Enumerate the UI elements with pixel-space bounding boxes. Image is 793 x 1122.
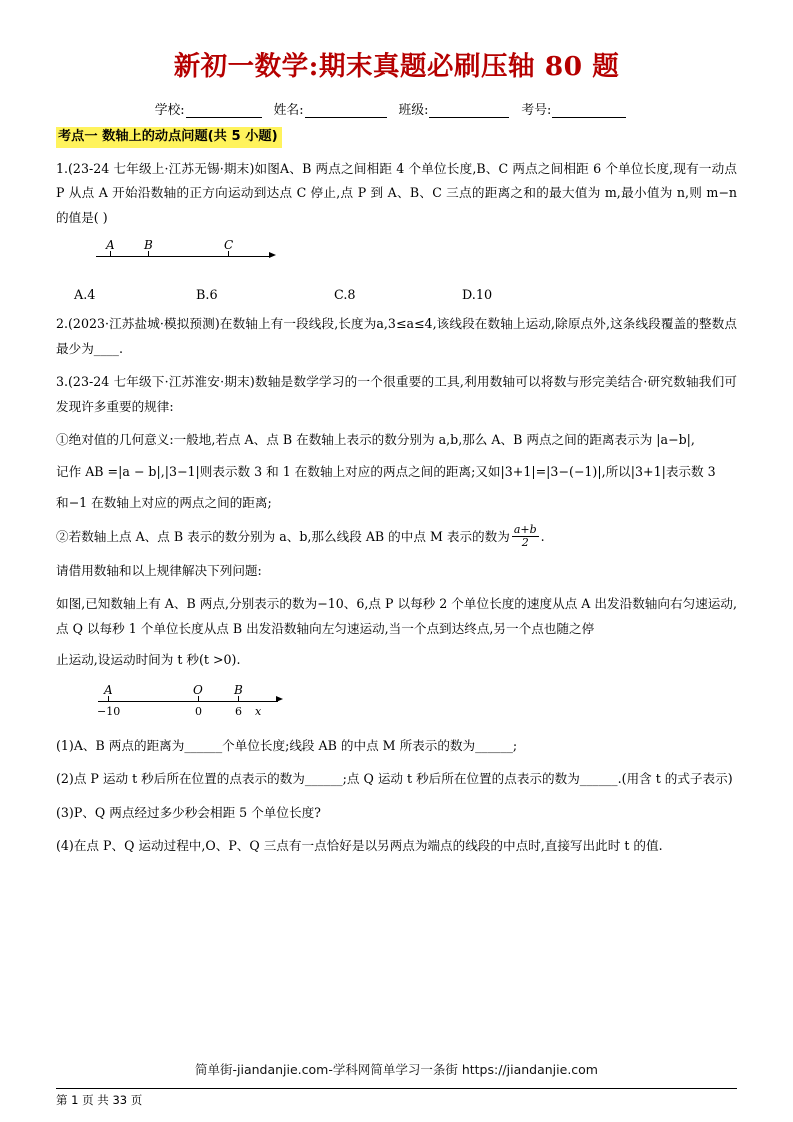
question-3-sub4: (4)在点 P、Q 运动过程中,O、P、Q 三点有一点恰好是以另两点为端点的线段的中点时,直接写出此时 t 的值. — [56, 838, 663, 854]
question-1-text: 1.(23-24 七年级上·江苏无锡·期末)如图A、B 两点之间相距 4 个单位长度,B、C 两点之间相距 6 个单位长度,现有一动点 P 从点 A 开始沿数轴的正方向运动到达点 C 停止,点 P 到 A、B、C 三点的距离之和的最大值为 m,最小值为 n,则 m−n 的值是( ) — [56, 160, 737, 225]
axis-var-x: x — [255, 704, 262, 718]
question-3-body-line2: 止运动,设运动时间为 t 秒(t >0). — [56, 652, 241, 668]
section-heading-wrap — [56, 118, 737, 148]
option-d[interactable]: D.10 — [462, 288, 493, 304]
student-info-line — [56, 99, 737, 118]
option-a[interactable]: A.4 — [74, 288, 96, 304]
label-o-2: O — [193, 682, 203, 697]
school-field: 学校: — [155, 99, 274, 118]
school-blank[interactable] — [186, 104, 262, 118]
option-b[interactable]: B.6 — [196, 288, 218, 304]
section-heading: 考点一 数轴上的动点问题(共 5 小题) — [56, 127, 282, 148]
question-3-rule1-line2: 记作 AB =|a − b|,|3−1|则表示数 3 和 1 在数轴上对应的两点之间的距离;又如|3+1|=|3−(−1)|,所以|3+1|表示数 3 — [56, 463, 716, 479]
label-b: B — [144, 238, 153, 253]
footer-divider — [56, 1088, 737, 1089]
label-c: C — [224, 238, 234, 253]
num-6: 6 — [235, 704, 242, 718]
axis-line — [96, 256, 271, 257]
num-neg10: −10 — [97, 704, 121, 718]
axis-line-2 — [98, 701, 278, 702]
question-3-intro: 3.(23-24 七年级下·江苏淮安·期末)数轴是数学学习的一个很重要的工具,利用数轴可以将数与形完美结合·研究数轴我们可发现许多重要的规律: — [56, 374, 737, 414]
fraction-a-plus-b-over-2: $\frac{a+b}{2}$ — [513, 523, 537, 549]
footer-page-number: 第 1 页 共 33 页 — [56, 1093, 143, 1107]
label-a-2: A — [104, 682, 113, 697]
label-b-2: B — [234, 682, 243, 697]
question-2-text: 2.(2023·江苏盐城·模拟预测)在数轴上有一段线段,长度为a,3≤a≤4,该线段在数轴上运动,除原点外,这条线段覆盖的整数点最少为____. — [56, 316, 737, 356]
exam-no-field: 考号: — [521, 99, 638, 118]
question-3-figure — [98, 683, 308, 725]
exam-no-blank[interactable] — [552, 104, 626, 118]
question-3-ask: 请借用数轴和以上规律解决下列问题: — [56, 562, 262, 578]
page-title: 新初一数学:期末真题必刷压轴 80 题 — [173, 51, 620, 82]
question-3-sub1: (1)A、B 两点的距离为______个单位长度;线段 AB 的中点 M 所表示的数为______; — [56, 737, 518, 753]
name-blank[interactable] — [305, 104, 387, 118]
question-3-rule1-line1: ①绝对值的几何意义:一般地,若点 A、点 B 在数轴上表示的数分别为 a,b,那么 A、B 两点之间的距离表示为 |a−b|, — [56, 432, 695, 448]
axis-arrow-icon — [269, 252, 276, 258]
num-0: 0 — [195, 704, 202, 718]
name-field: 姓名: — [274, 99, 399, 118]
question-3-sub3: (3)P、Q 两点经过多少秒会相距 5 个单位长度? — [56, 804, 321, 820]
rule2-text: ②若数轴上点 A、点 B 表示的数分别为 a、b,那么线段 AB 的中点 M 表示的数为 — [56, 528, 510, 544]
class-blank[interactable] — [429, 104, 509, 118]
label-a: A — [106, 238, 115, 253]
question-3-sub2: (2)点 P 运动 t 秒后所在位置的点表示的数为______;点 Q 运动 t 秒后所在位置的点表示的数为______.(用含 t 的式子表示) — [56, 771, 733, 787]
footer-watermark: 简单街-jiandanjie.com-学科网简单学习一条街 https://jiandanjie.com — [194, 1062, 598, 1077]
question-1-options — [56, 288, 737, 303]
question-3-rule2: ②若数轴上点 A、点 B 表示的数分别为 a、b,那么线段 AB 的中点 M 表示的数为 $\frac{a+b}{2}$ . — [56, 523, 545, 549]
question-3-body-line1: 如图,已知数轴上有 A、B 两点,分别表示的数为−10、6,点 P 以每秒 2 个单位长度的速度从点 A 出发沿数轴向右匀速运动,点 Q 以每秒 1 个单位长度从点 B 出发沿数轴向左匀速运动,当一个点到达终点,另一个点也随之停 — [56, 596, 737, 636]
question-1-figure — [96, 238, 286, 278]
question-3-rule1-line3: 和−1 在数轴上对应的两点之间的距离; — [56, 495, 272, 511]
axis-arrow-icon-2 — [276, 696, 283, 702]
option-c[interactable]: C.8 — [334, 288, 356, 304]
class-field: 班级: — [399, 99, 522, 118]
